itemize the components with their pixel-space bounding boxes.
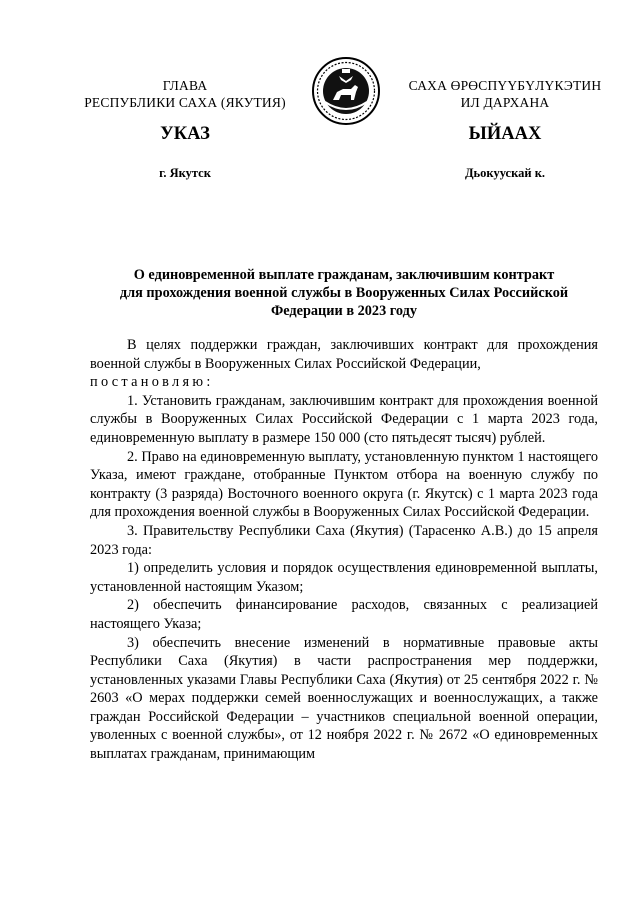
issuer-sakha-line-1: САХА ӨРӨСПҮҮБҮЛҮКЭТИН [408, 78, 602, 93]
decree-word: постановляю: [90, 374, 214, 391]
paragraph-3: 3. Правительству Республики Саха (Якутия) (Тарасенко А.В.) до 15 апреля 2023 года: [90, 522, 598, 558]
issuer-name-sakha [385, 77, 625, 111]
paragraph-3-item-1: 1) определить условия и порядок осуществления единовременной выплаты, установленной настоящим Указом; [90, 560, 598, 595]
document-type-russian: УКАЗ [160, 124, 210, 144]
decree-body [90, 336, 598, 764]
document-type-sakha: ЫЙААХ [468, 124, 542, 144]
issuer-name-russian [70, 77, 300, 111]
paragraph-1: 1. Установить гражданам, заключившим контракт для прохождения военной службы в Вооруженных Силах Российской Федерации с 1 марта 2023 года, единовременную выплату в размере 150 000 (сто пятьдесят тысяч) рублей. [90, 392, 598, 446]
heading-line-3: Федерации в 2023 году [270, 303, 418, 319]
paragraph-2: 2. Право на единовременную выплату, установленную пунктом 1 настоящего Указа, имеют граждане, отобранные Пунктом отбора на военную службу по контракту (3 разряда) Восточного военного округа (г. Якутск) с 1 марта 2023 года для прохождения военной службы в Вооруженных Силах Российской Федерации. [90, 448, 598, 521]
heading-line-1: О единовременной выплате гражданам, заключившим контракт [133, 267, 555, 283]
paragraph-3-item-3: 3) обеспечить внесение изменений в нормативные правовые акты Республики Саха (Якутия) в части распространения мер поддержки, установленных указами Главы Республики Саха (Якутия) от 25 сентября 2022 г. № 2603 «О мерах поддержки семей военнослужащих и военнослужащих, а также граждан Российской Федерации – участников специальной военной операции, уволенных с военной службы», от 12 ноября 2022 г. № 2672 «О единовременных выплатах гражданам, принимающим [90, 634, 598, 763]
issuer-line-1: ГЛАВА [162, 78, 208, 93]
intro-paragraph: В целях поддержки граждан, заключивших контракт для прохождения военной службы в Вооруженных Силах Российской Федерации, [90, 337, 598, 372]
issuer-sakha-line-2: ИЛ ДАРХАНА [460, 95, 550, 110]
coat-of-arms-icon [311, 56, 381, 126]
issuer-line-2: РЕСПУБЛИКИ САХА (ЯКУТИЯ) [84, 95, 286, 110]
heading-line-2: для прохождения военной службы в Вооруженных Силах Российской [119, 285, 569, 301]
place-russian: г. Якутск [159, 166, 211, 180]
decree-heading [90, 266, 598, 320]
paragraph-3-item-2: 2) обеспечить финансирование расходов, связанных с реализацией настоящего Указа; [90, 597, 598, 632]
place-sakha: Дьокуускай к. [464, 166, 546, 180]
